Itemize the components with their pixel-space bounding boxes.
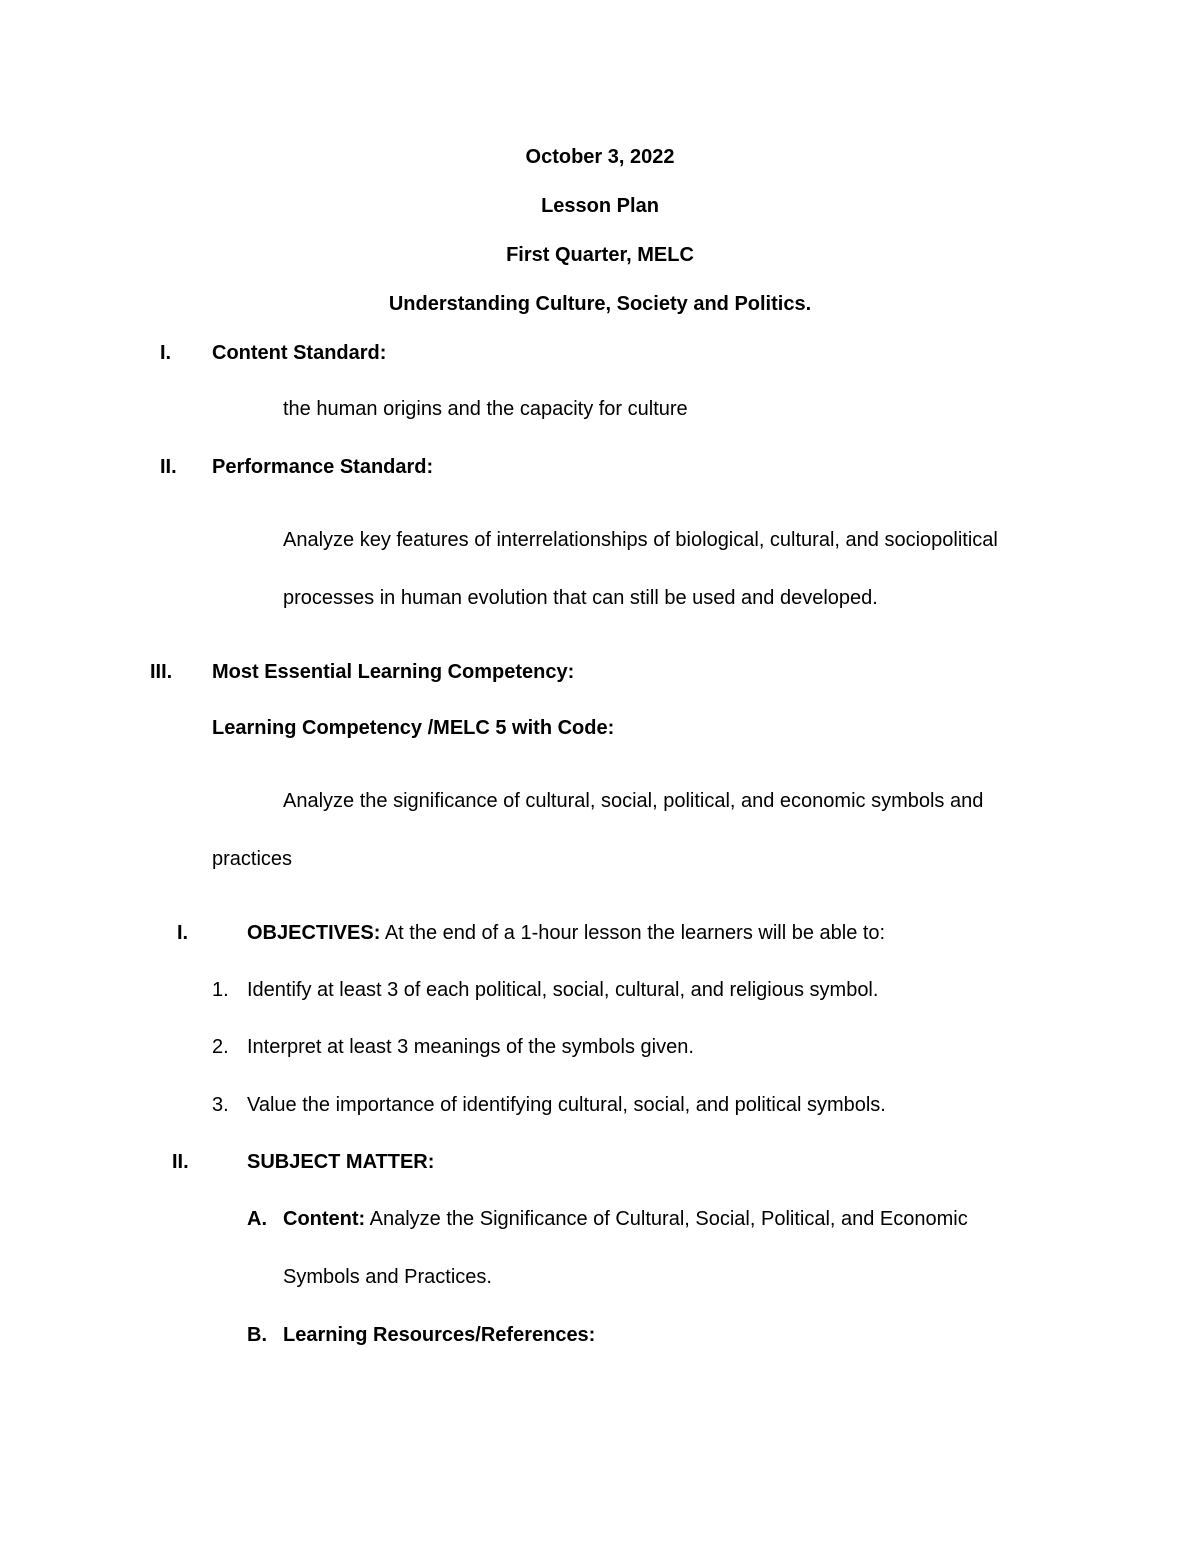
content-standard-heading: Content Standard: [212, 342, 387, 364]
subject-matter-heading: SUBJECT MATTER: [247, 1151, 435, 1173]
section-numeral: I. [160, 342, 172, 364]
resources-letter: B. [247, 1324, 267, 1346]
content-line1 [283, 1207, 968, 1231]
document-quarter: First Quarter, MELC [506, 244, 694, 266]
section-numeral: III. [150, 661, 173, 683]
melc-text-line1: Analyze the significance of cultural, social, political, and economic symbols and [283, 790, 984, 812]
content-letter: A. [247, 1208, 267, 1230]
performance-standard-text-line1: Analyze key features of interrelationships of biological, cultural, and sociopolitical [283, 529, 998, 551]
melc-text-line2: practices [212, 848, 293, 870]
objectives-line [247, 921, 885, 945]
objective-item: Value the importance of identifying cultural, social, and political symbols. [247, 1094, 886, 1116]
objectives-numeral: I. [177, 922, 189, 944]
objectives-intro: At the end of a 1-hour lesson the learners will be able to: [380, 922, 886, 944]
resources-heading: Learning Resources/References: [283, 1324, 596, 1346]
performance-standard-text-line2: processes in human evolution that can still be used and developed. [283, 587, 878, 609]
section-numeral: II. [160, 456, 177, 478]
content-line2: Symbols and Practices. [283, 1266, 492, 1288]
objective-number: 3. [212, 1094, 229, 1116]
melc-heading: Most Essential Learning Competency: [212, 661, 575, 683]
objectives-label: OBJECTIVES: [247, 922, 381, 944]
content-standard-text: the human origins and the capacity for culture [283, 398, 688, 420]
objective-item: Identify at least 3 of each political, social, cultural, and religious symbol. [247, 979, 879, 1001]
subject-matter-numeral: II. [172, 1151, 189, 1173]
objective-number: 2. [212, 1036, 229, 1058]
objective-item: Interpret at least 3 meanings of the symbols given. [247, 1036, 694, 1058]
content-text: Analyze the Significance of Cultural, Social, Political, and Economic [365, 1208, 968, 1230]
document-subject: Understanding Culture, Society and Politics. [388, 293, 812, 315]
objective-number: 1. [212, 979, 229, 1001]
melc-subheading: Learning Competency /MELC 5 with Code: [212, 717, 615, 739]
performance-standard-heading: Performance Standard: [212, 456, 434, 478]
document-date: October 3, 2022 [525, 146, 675, 168]
document-type: Lesson Plan [541, 195, 659, 217]
content-label: Content: [283, 1208, 366, 1230]
